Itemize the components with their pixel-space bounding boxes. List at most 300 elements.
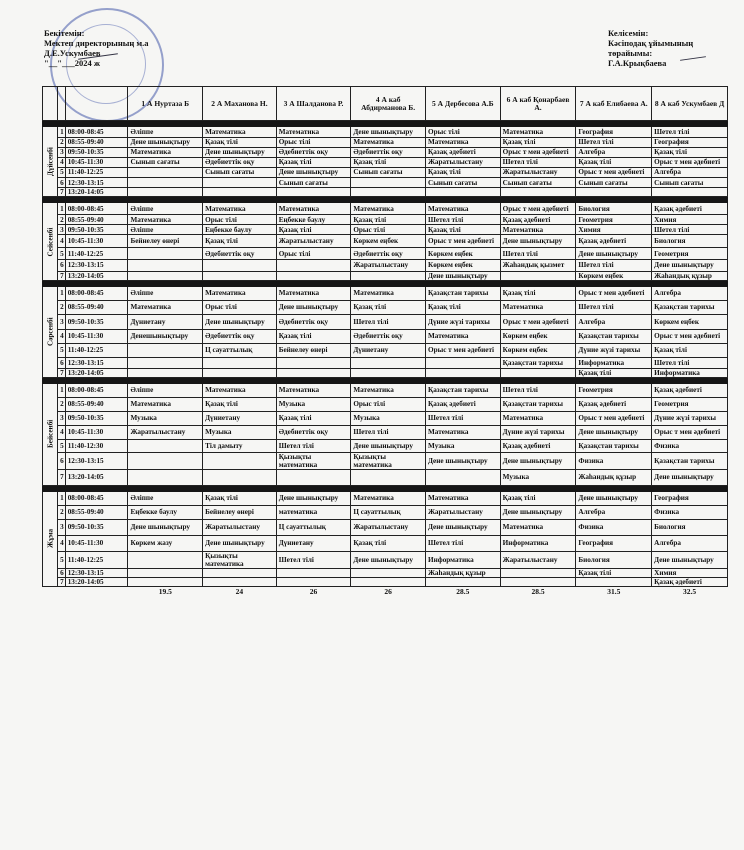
lesson-time: 12:30-13:15 (65, 178, 128, 188)
subject-cell: Қазақ тілі (500, 286, 576, 300)
subject-cell: Алгебра (576, 314, 652, 329)
subject-cell: Геометрия (652, 248, 728, 260)
subject-cell: Қазақ тілі (203, 235, 277, 248)
subject-cell: Көркем жазу (128, 535, 203, 551)
lesson-time: 10:45-11:30 (65, 157, 128, 167)
subject-cell: Шетел тілі (426, 535, 501, 551)
lesson-time: 08:00-08:45 (65, 383, 128, 397)
subject-cell (351, 188, 426, 197)
class-total-hours: 28.5 (456, 586, 470, 596)
lesson-number: 1 (58, 203, 66, 215)
lesson-number: 5 (58, 551, 66, 568)
lesson-time: 08:00-08:45 (65, 491, 128, 505)
subject-cell (426, 188, 501, 197)
subject-cell (276, 260, 351, 272)
subject-cell (576, 577, 652, 586)
subject-cell: Орыс тілі (351, 225, 426, 235)
lesson-row (43, 397, 728, 411)
subject-cell: Шетел тілі (351, 425, 426, 439)
subject-cell: Ц сауаттылық (203, 343, 277, 357)
lesson-row (43, 568, 728, 577)
subject-cell (276, 188, 351, 197)
lesson-time: 12:30-13:15 (65, 568, 128, 577)
subject-cell: Дене шынықтыру (128, 519, 203, 535)
subject-cell: Орыс т мен әдебиеті (426, 343, 501, 357)
subject-cell: Әдебиеттік оқу (276, 147, 351, 157)
subject-cell: Қазақ тілі (426, 167, 501, 178)
subject-cell: Дене шынықтыру (276, 167, 351, 178)
lesson-row (43, 188, 728, 197)
subject-cell: Қазақ тілі (652, 147, 728, 157)
subject-cell (128, 343, 203, 357)
subject-cell: Әліппе (128, 491, 203, 505)
subject-cell: Химия (652, 568, 728, 577)
subject-cell: Шетел тілі (351, 314, 426, 329)
subject-cell (128, 452, 203, 469)
subject-cell: Музыка (351, 411, 426, 425)
lesson-time: 08:55-09:40 (65, 137, 128, 147)
lesson-time: 08:00-08:45 (65, 203, 128, 215)
class-total-hours: 32.5 (683, 586, 697, 596)
subject-cell: математика (276, 505, 351, 519)
subject-cell: Дене шынықтыру (500, 235, 576, 248)
day-label: Бейсенбі (43, 383, 58, 485)
timetable (42, 86, 728, 597)
subject-cell: Қазақ әдебиеті (426, 397, 501, 411)
lesson-number: 3 (58, 147, 66, 157)
subject-cell: Қазақстан тарихы (576, 329, 652, 343)
subject-cell: Математика (276, 383, 351, 397)
subject-cell: Шетел тілі (500, 248, 576, 260)
subject-cell: Орыс тілі (276, 137, 351, 147)
subject-cell (203, 188, 277, 197)
subject-cell (276, 469, 351, 485)
subject-cell: Дене шынықтыру (576, 425, 652, 439)
subject-cell: Көркем еңбек (500, 343, 576, 357)
subject-cell (351, 368, 426, 377)
subject-cell (500, 188, 576, 197)
subject-cell: Бейнелеу өнері (203, 505, 277, 519)
subject-cell: Қазақстан тарихы (576, 439, 652, 452)
lesson-time: 11:40-12:30 (65, 439, 128, 452)
subject-cell: Дене шынықтыру (276, 491, 351, 505)
subject-cell: Дене шынықтыру (203, 147, 277, 157)
subject-cell: Дене шынықтыру (652, 469, 728, 485)
subject-cell: Жаратылыстану (128, 425, 203, 439)
subject-cell: Орыс тілі (276, 248, 351, 260)
lesson-time: 08:55-09:40 (65, 505, 128, 519)
lesson-number: 4 (58, 157, 66, 167)
subject-cell: Шетел тілі (576, 260, 652, 272)
lesson-time: 10:45-11:30 (65, 235, 128, 248)
subject-cell: Еңбекке баулу (203, 225, 277, 235)
lesson-time: 09:50-10:35 (65, 225, 128, 235)
subject-cell: Әліппе (128, 203, 203, 215)
subject-cell: Қазақ тілі (426, 300, 501, 314)
subject-cell: Қазақ әдебиеті (500, 439, 576, 452)
day-label: Дүйсенбі (43, 127, 58, 197)
lesson-number: 2 (58, 215, 66, 225)
subject-cell: Қазақ тілі (576, 568, 652, 577)
subject-cell: Көркем еңбек (652, 314, 728, 329)
subject-cell (351, 357, 426, 368)
lesson-row (43, 491, 728, 505)
subject-cell: Әдебиеттік оқу (203, 329, 277, 343)
subject-cell: Қызықты математика (276, 452, 351, 469)
lesson-row (43, 577, 728, 586)
day-label: Сейсенбі (43, 203, 58, 281)
subject-cell: Орыс т мен әдебиеті (652, 329, 728, 343)
subject-cell: Қазақ тілі (203, 397, 277, 411)
lesson-number: 4 (58, 425, 66, 439)
subject-cell (351, 577, 426, 586)
lesson-row (43, 235, 728, 248)
subject-cell: Математика (500, 300, 576, 314)
class-header: 7 А каб Елибаева А. (576, 87, 652, 121)
subject-cell (203, 357, 277, 368)
lesson-number: 7 (58, 188, 66, 197)
subject-cell: Дене шынықтыру (351, 439, 426, 452)
subject-cell: Әліппе (128, 286, 203, 300)
subject-cell: Биология (576, 551, 652, 568)
subject-cell: Музыка (426, 439, 501, 452)
lesson-number: 1 (58, 383, 66, 397)
lesson-time: 13:20-14:05 (65, 577, 128, 586)
lesson-number: 2 (58, 137, 66, 147)
subject-cell: Орыс тілі (351, 397, 426, 411)
lesson-row (43, 260, 728, 272)
subject-cell: Әдебиеттік оқу (351, 147, 426, 157)
subject-cell (128, 469, 203, 485)
lesson-row (43, 439, 728, 452)
lesson-row (43, 147, 728, 157)
subject-cell: Дене шынықтыру (500, 452, 576, 469)
subject-cell: Дене шынықтыру (426, 519, 501, 535)
subject-cell: Шетел тілі (576, 300, 652, 314)
subject-cell (128, 439, 203, 452)
class-header: 2 А Маханова Н. (203, 87, 277, 121)
totals-row (43, 586, 728, 597)
lesson-number: 6 (58, 357, 66, 368)
class-total-hours: 24 (235, 586, 244, 596)
lesson-row (43, 203, 728, 215)
subject-cell: Сынып сағаты (576, 178, 652, 188)
agreement-block (608, 28, 728, 68)
subject-cell: Дене шынықтыру (128, 137, 203, 147)
subject-cell: Қазақ әдебиеті (652, 383, 728, 397)
subject-cell (426, 368, 501, 377)
subject-cell: Математика (426, 203, 501, 215)
subject-cell: Сынып сағаты (426, 178, 501, 188)
subject-cell (351, 178, 426, 188)
subject-cell: Жаратылыстану (426, 505, 501, 519)
subject-cell: Геометрия (576, 383, 652, 397)
lesson-time: 08:00-08:45 (65, 286, 128, 300)
lesson-time: 13:20-14:05 (65, 188, 128, 197)
subject-cell: Қызықты математика (203, 551, 277, 568)
subject-cell (128, 357, 203, 368)
lesson-row (43, 551, 728, 568)
subject-cell: Химия (576, 225, 652, 235)
subject-cell: Жаратылыстану (276, 235, 351, 248)
subject-cell: Математика (203, 286, 277, 300)
lesson-number: 6 (58, 452, 66, 469)
lesson-number: 5 (58, 343, 66, 357)
subject-cell: Көркем еңбек (576, 271, 652, 280)
subject-cell (128, 568, 203, 577)
lesson-number: 3 (58, 411, 66, 425)
subject-cell: Қазақ әдебиеті (426, 147, 501, 157)
lesson-row (43, 248, 728, 260)
subject-cell: Жаһандық құзыр (576, 469, 652, 485)
lesson-time: 10:45-11:30 (65, 535, 128, 551)
director-name: Д.Е.Ускумбаев (44, 48, 101, 58)
subject-cell: Шетел тілі (426, 411, 501, 425)
lesson-number: 2 (58, 505, 66, 519)
class-header: 4 А каб Абдирманова Б. (351, 87, 426, 121)
lesson-row (43, 425, 728, 439)
subject-cell (276, 577, 351, 586)
subject-cell (500, 577, 576, 586)
lesson-row (43, 329, 728, 343)
subject-cell: Жаһандық құзыр (426, 568, 501, 577)
lesson-row (43, 286, 728, 300)
subject-cell: Шетел тілі (652, 225, 728, 235)
lesson-time: 12:30-13:15 (65, 357, 128, 368)
subject-cell: Математика (500, 225, 576, 235)
lesson-row (43, 215, 728, 225)
subject-cell: Дүниетану (276, 535, 351, 551)
subject-cell: Шетел тілі (500, 157, 576, 167)
subject-cell: Орыс тілі (203, 300, 277, 314)
subject-cell (128, 167, 203, 178)
subject-cell: Биология (652, 235, 728, 248)
subject-cell: Дене шынықтыру (426, 452, 501, 469)
class-header: 6 А каб Қонарбаев А. (500, 87, 576, 121)
lesson-row (43, 519, 728, 535)
subject-cell: География (576, 535, 652, 551)
subject-cell: Орыс т мен әдебиеті (652, 425, 728, 439)
lesson-number: 4 (58, 329, 66, 343)
subject-cell: Қазақ әдебиеті (576, 235, 652, 248)
subject-cell: Көркем еңбек (351, 235, 426, 248)
lesson-row (43, 535, 728, 551)
subject-cell: Дене шынықтыру (576, 491, 652, 505)
subject-cell: Орыс тілі (426, 127, 501, 138)
subject-cell: Математика (203, 383, 277, 397)
lesson-row (43, 411, 728, 425)
subject-cell: Әдебиеттік оқу (276, 314, 351, 329)
subject-cell: Әдебиеттік оқу (203, 157, 277, 167)
class-header: 5 А Дербесова А.Б (426, 87, 501, 121)
lesson-number: 5 (58, 439, 66, 452)
lesson-time: 09:50-10:35 (65, 411, 128, 425)
subject-cell: Математика (426, 425, 501, 439)
subject-cell: Тіл дамыту (203, 439, 277, 452)
subject-cell (203, 271, 277, 280)
lesson-number: 7 (58, 469, 66, 485)
lesson-time: 08:55-09:40 (65, 397, 128, 411)
subject-cell: Математика (128, 300, 203, 314)
lesson-number: 5 (58, 248, 66, 260)
subject-cell: Қазақстан тарихы (426, 286, 501, 300)
subject-cell: Информатика (576, 357, 652, 368)
lesson-number: 4 (58, 535, 66, 551)
subject-cell (128, 248, 203, 260)
subject-cell (500, 368, 576, 377)
subject-cell: Дене шынықтыру (203, 535, 277, 551)
subject-cell: Информатика (500, 535, 576, 551)
lesson-row (43, 357, 728, 368)
subject-cell: География (652, 491, 728, 505)
subject-cell: Геометрия (652, 397, 728, 411)
lesson-time: 08:55-09:40 (65, 300, 128, 314)
subject-cell: Көркем еңбек (426, 248, 501, 260)
lesson-number: 7 (58, 271, 66, 280)
lesson-number: 1 (58, 286, 66, 300)
subject-cell (351, 469, 426, 485)
subject-cell: Орыс тілі (203, 215, 277, 225)
class-total-hours: 26 (309, 586, 318, 596)
subject-cell: Қазақстан тарихы (652, 452, 728, 469)
lesson-number: 6 (58, 568, 66, 577)
class-total-hours: 26 (384, 586, 392, 596)
class-header-row (43, 87, 728, 121)
subject-cell: Алгебра (652, 535, 728, 551)
subject-cell: Дене шынықтыру (203, 314, 277, 329)
subject-cell: Дүниетану (203, 411, 277, 425)
subject-cell (500, 568, 576, 577)
subject-cell: Сынып сағаты (500, 178, 576, 188)
subject-cell: Математика (426, 491, 501, 505)
subject-cell: Қазақ тілі (652, 343, 728, 357)
subject-cell: Математика (500, 127, 576, 138)
subject-cell: Шетел тілі (652, 127, 728, 138)
subject-cell: Жаратылыстану (351, 260, 426, 272)
subject-cell: Сынып сағаты (276, 178, 351, 188)
class-total-hours: 28.5 (531, 586, 545, 596)
lesson-number: 2 (58, 300, 66, 314)
subject-cell: Биология (576, 203, 652, 215)
subject-cell: Дүние жүзі тарихы (652, 411, 728, 425)
subject-cell: Жаһандық құзыр (652, 271, 728, 280)
subject-cell: Қазақстан тарихы (652, 300, 728, 314)
subject-cell: Алгебра (652, 286, 728, 300)
subject-cell (128, 368, 203, 377)
agreed-label: Келісемін: (608, 28, 649, 38)
lesson-row (43, 157, 728, 167)
subject-cell (426, 469, 501, 485)
subject-cell: Қазақ тілі (203, 491, 277, 505)
subject-cell: Геометрия (576, 215, 652, 225)
subject-cell: Сынып сағаты (128, 157, 203, 167)
lesson-row (43, 505, 728, 519)
subject-cell (203, 568, 277, 577)
lesson-row (43, 137, 728, 147)
subject-cell (203, 178, 277, 188)
subject-cell: Шетел тілі (426, 215, 501, 225)
subject-cell: Химия (652, 215, 728, 225)
subject-cell: Шетел тілі (276, 551, 351, 568)
subject-cell: Сынып сағаты (351, 167, 426, 178)
subject-cell: Қазақ тілі (500, 137, 576, 147)
subject-cell: Математика (500, 411, 576, 425)
subject-cell: Жаратылыстану (500, 551, 576, 568)
subject-cell: Математика (128, 215, 203, 225)
subject-cell: Математика (351, 383, 426, 397)
lesson-row (43, 127, 728, 138)
lesson-time: 12:30-13:15 (65, 260, 128, 272)
subject-cell: Физика (652, 439, 728, 452)
subject-cell (203, 577, 277, 586)
subject-cell (351, 568, 426, 577)
subject-cell: Жаратылыстану (351, 519, 426, 535)
subject-cell: Жаратылыстану (203, 519, 277, 535)
subject-cell: Әліппе (128, 383, 203, 397)
subject-cell: Математика (351, 137, 426, 147)
subject-cell: Қазақ әдебиеті (652, 203, 728, 215)
lesson-time: 13:20-14:05 (65, 469, 128, 485)
subject-cell: Шетел тілі (500, 383, 576, 397)
subject-cell (203, 260, 277, 272)
lesson-row (43, 167, 728, 178)
subject-cell (426, 577, 501, 586)
day-label: Жұма (43, 491, 58, 586)
subject-cell: Көркем еңбек (500, 329, 576, 343)
subject-cell: Қазақ тілі (351, 535, 426, 551)
lesson-row (43, 300, 728, 314)
class-header: 1 А Нуртаза Б (128, 87, 203, 121)
lesson-time: 08:00-08:45 (65, 127, 128, 138)
subject-cell: Физика (652, 505, 728, 519)
subject-cell: Қазақстан тарихы (426, 383, 501, 397)
subject-cell: Орыс т мен әдебиеті (500, 203, 576, 215)
subject-cell: Қазақ әдебиеті (500, 215, 576, 225)
subject-cell: Қазақстан тарихы (500, 357, 576, 368)
subject-cell: Музыка (203, 425, 277, 439)
subject-cell: Шетел тілі (652, 357, 728, 368)
subject-cell: Қазақ тілі (351, 157, 426, 167)
subject-cell: Математика (128, 147, 203, 157)
subject-cell: Сынып сағаты (652, 178, 728, 188)
subject-cell (652, 188, 728, 197)
lesson-number: 2 (58, 397, 66, 411)
subject-cell (128, 188, 203, 197)
subject-cell: Қазақ тілі (203, 137, 277, 147)
subject-cell: Қазақ тілі (276, 329, 351, 343)
approval-date: "__"___2024 ж (44, 58, 100, 68)
subject-cell: Еңбекке баулу (276, 215, 351, 225)
subject-cell: География (576, 127, 652, 138)
lesson-time: 13:20-14:05 (65, 271, 128, 280)
lesson-time: 11:40-12:25 (65, 167, 128, 178)
subject-cell (203, 368, 277, 377)
subject-cell: Сынып сағаты (203, 167, 277, 178)
lesson-number: 7 (58, 577, 66, 586)
subject-cell: Дүниетану (128, 314, 203, 329)
lesson-number: 4 (58, 235, 66, 248)
lesson-time: 11:40-12:25 (65, 248, 128, 260)
lesson-row (43, 343, 728, 357)
lesson-time: 08:55-09:40 (65, 215, 128, 225)
subject-cell: Музыка (500, 469, 576, 485)
subject-cell: Бейнелеу өнері (276, 343, 351, 357)
subject-cell: Еңбекке баулу (128, 505, 203, 519)
lesson-row (43, 178, 728, 188)
subject-cell (276, 368, 351, 377)
subject-cell (426, 357, 501, 368)
day-label: Сәрсенбі (43, 286, 58, 377)
